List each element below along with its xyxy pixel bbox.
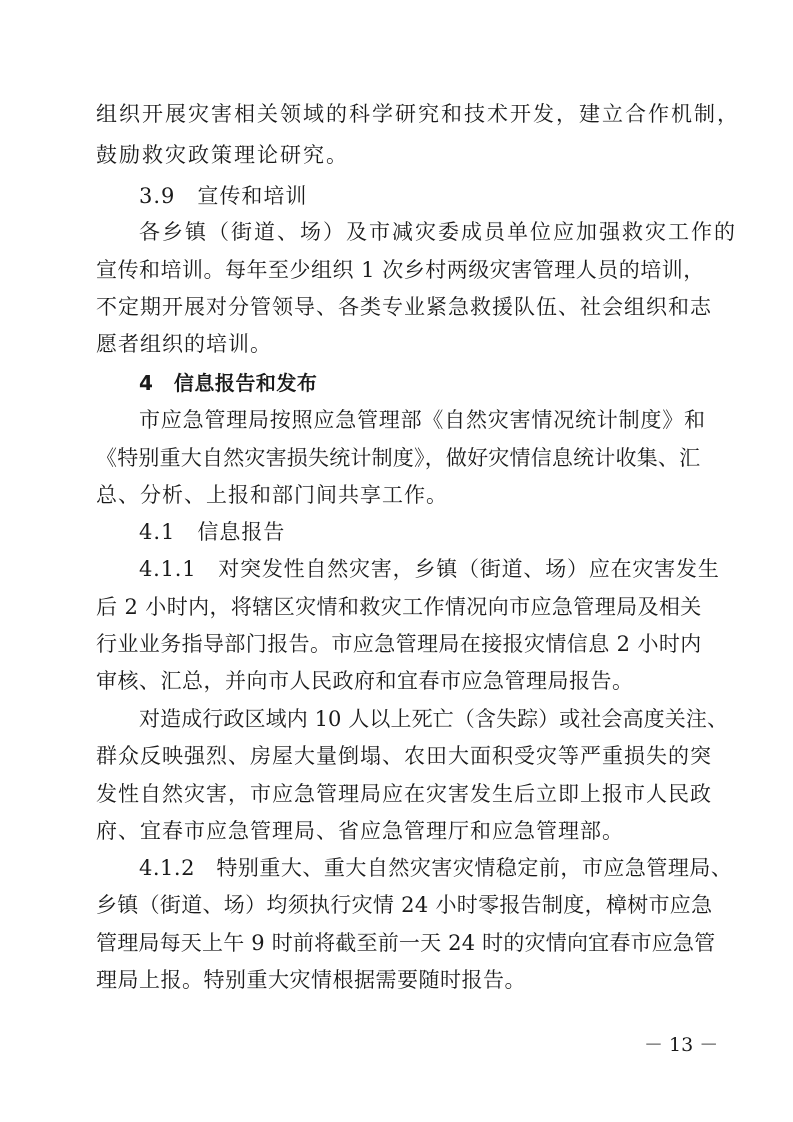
body-line: 各乡镇（街道、场）及市减灾委成员单位应加强救灾工作的 (139, 220, 737, 244)
body-line: 愿者组织的培训。 (96, 332, 272, 356)
body-line: 总、分析、上报和部门间共享工作。 (96, 483, 448, 507)
section-heading: 3.9 宣传和培训 (139, 184, 308, 208)
body-line: 群众反映强烈、房屋大量倒塌、农田大面积受灾等严重损失的突 (96, 744, 712, 768)
body-line: 发性自然灾害，市应急管理局应在灾害发生后立即上报市人民政 (96, 782, 712, 806)
body-line: 不定期开展对分管领导、各类专业紧急救援队伍、社会组织和志 (96, 295, 712, 319)
page-number: － 13 － (644, 1034, 719, 1056)
body-line: 对造成行政区域内 10 人以上死亡（含失踪）或社会高度关注、 (139, 707, 729, 731)
body-line: 市应急管理局按照应急管理部《自然灾害情况统计制度》和 (139, 408, 706, 432)
chapter-heading: 4 信息报告和发布 (139, 371, 318, 395)
body-line: 乡镇（街道、场）均须执行灾情 24 小时零报告制度，樟树市应急 (96, 893, 713, 917)
body-line: 管理局每天上午 9 时前将截至前一天 24 时的灾情向宜春市应急管 (96, 931, 716, 955)
body-line: 鼓励救灾政策理论研究。 (96, 143, 349, 167)
body-line: 4.1.2 特别重大、重大自然灾害灾情稳定前，市应急管理局、 (139, 856, 733, 880)
body-line: 府、宜春市应急管理局、省应急管理厅和应急管理部。 (96, 819, 624, 843)
body-line: 行业业务指导部门报告。市应急管理局在接报灾情信息 2 小时内 (96, 632, 702, 656)
body-line: 宣传和培训。每年至少组织 1 次乡村两级灾害管理人员的培训， (96, 258, 705, 282)
body-line: 理局上报。特别重大灾情根据需要随时报告。 (96, 968, 526, 992)
body-line: 组织开展灾害相关领域的科学研究和技术开发，建立合作机制， (96, 102, 740, 126)
body-line: 审核、汇总，并向市人民政府和宜春市应急管理局报告。 (96, 669, 634, 693)
body-line: 后 2 小时内，将辖区灾情和救灾工作情况向市应急管理局及相关 (96, 595, 702, 619)
body-line: 《特别重大自然灾害损失统计制度》，做好灾情信息统计收集、汇 (96, 446, 701, 470)
section-heading: 4.1 信息报告 (139, 520, 286, 544)
body-line: 4.1.1 对突发性自然灾害，乡镇（街道、场）应在灾害发生 (139, 557, 720, 581)
